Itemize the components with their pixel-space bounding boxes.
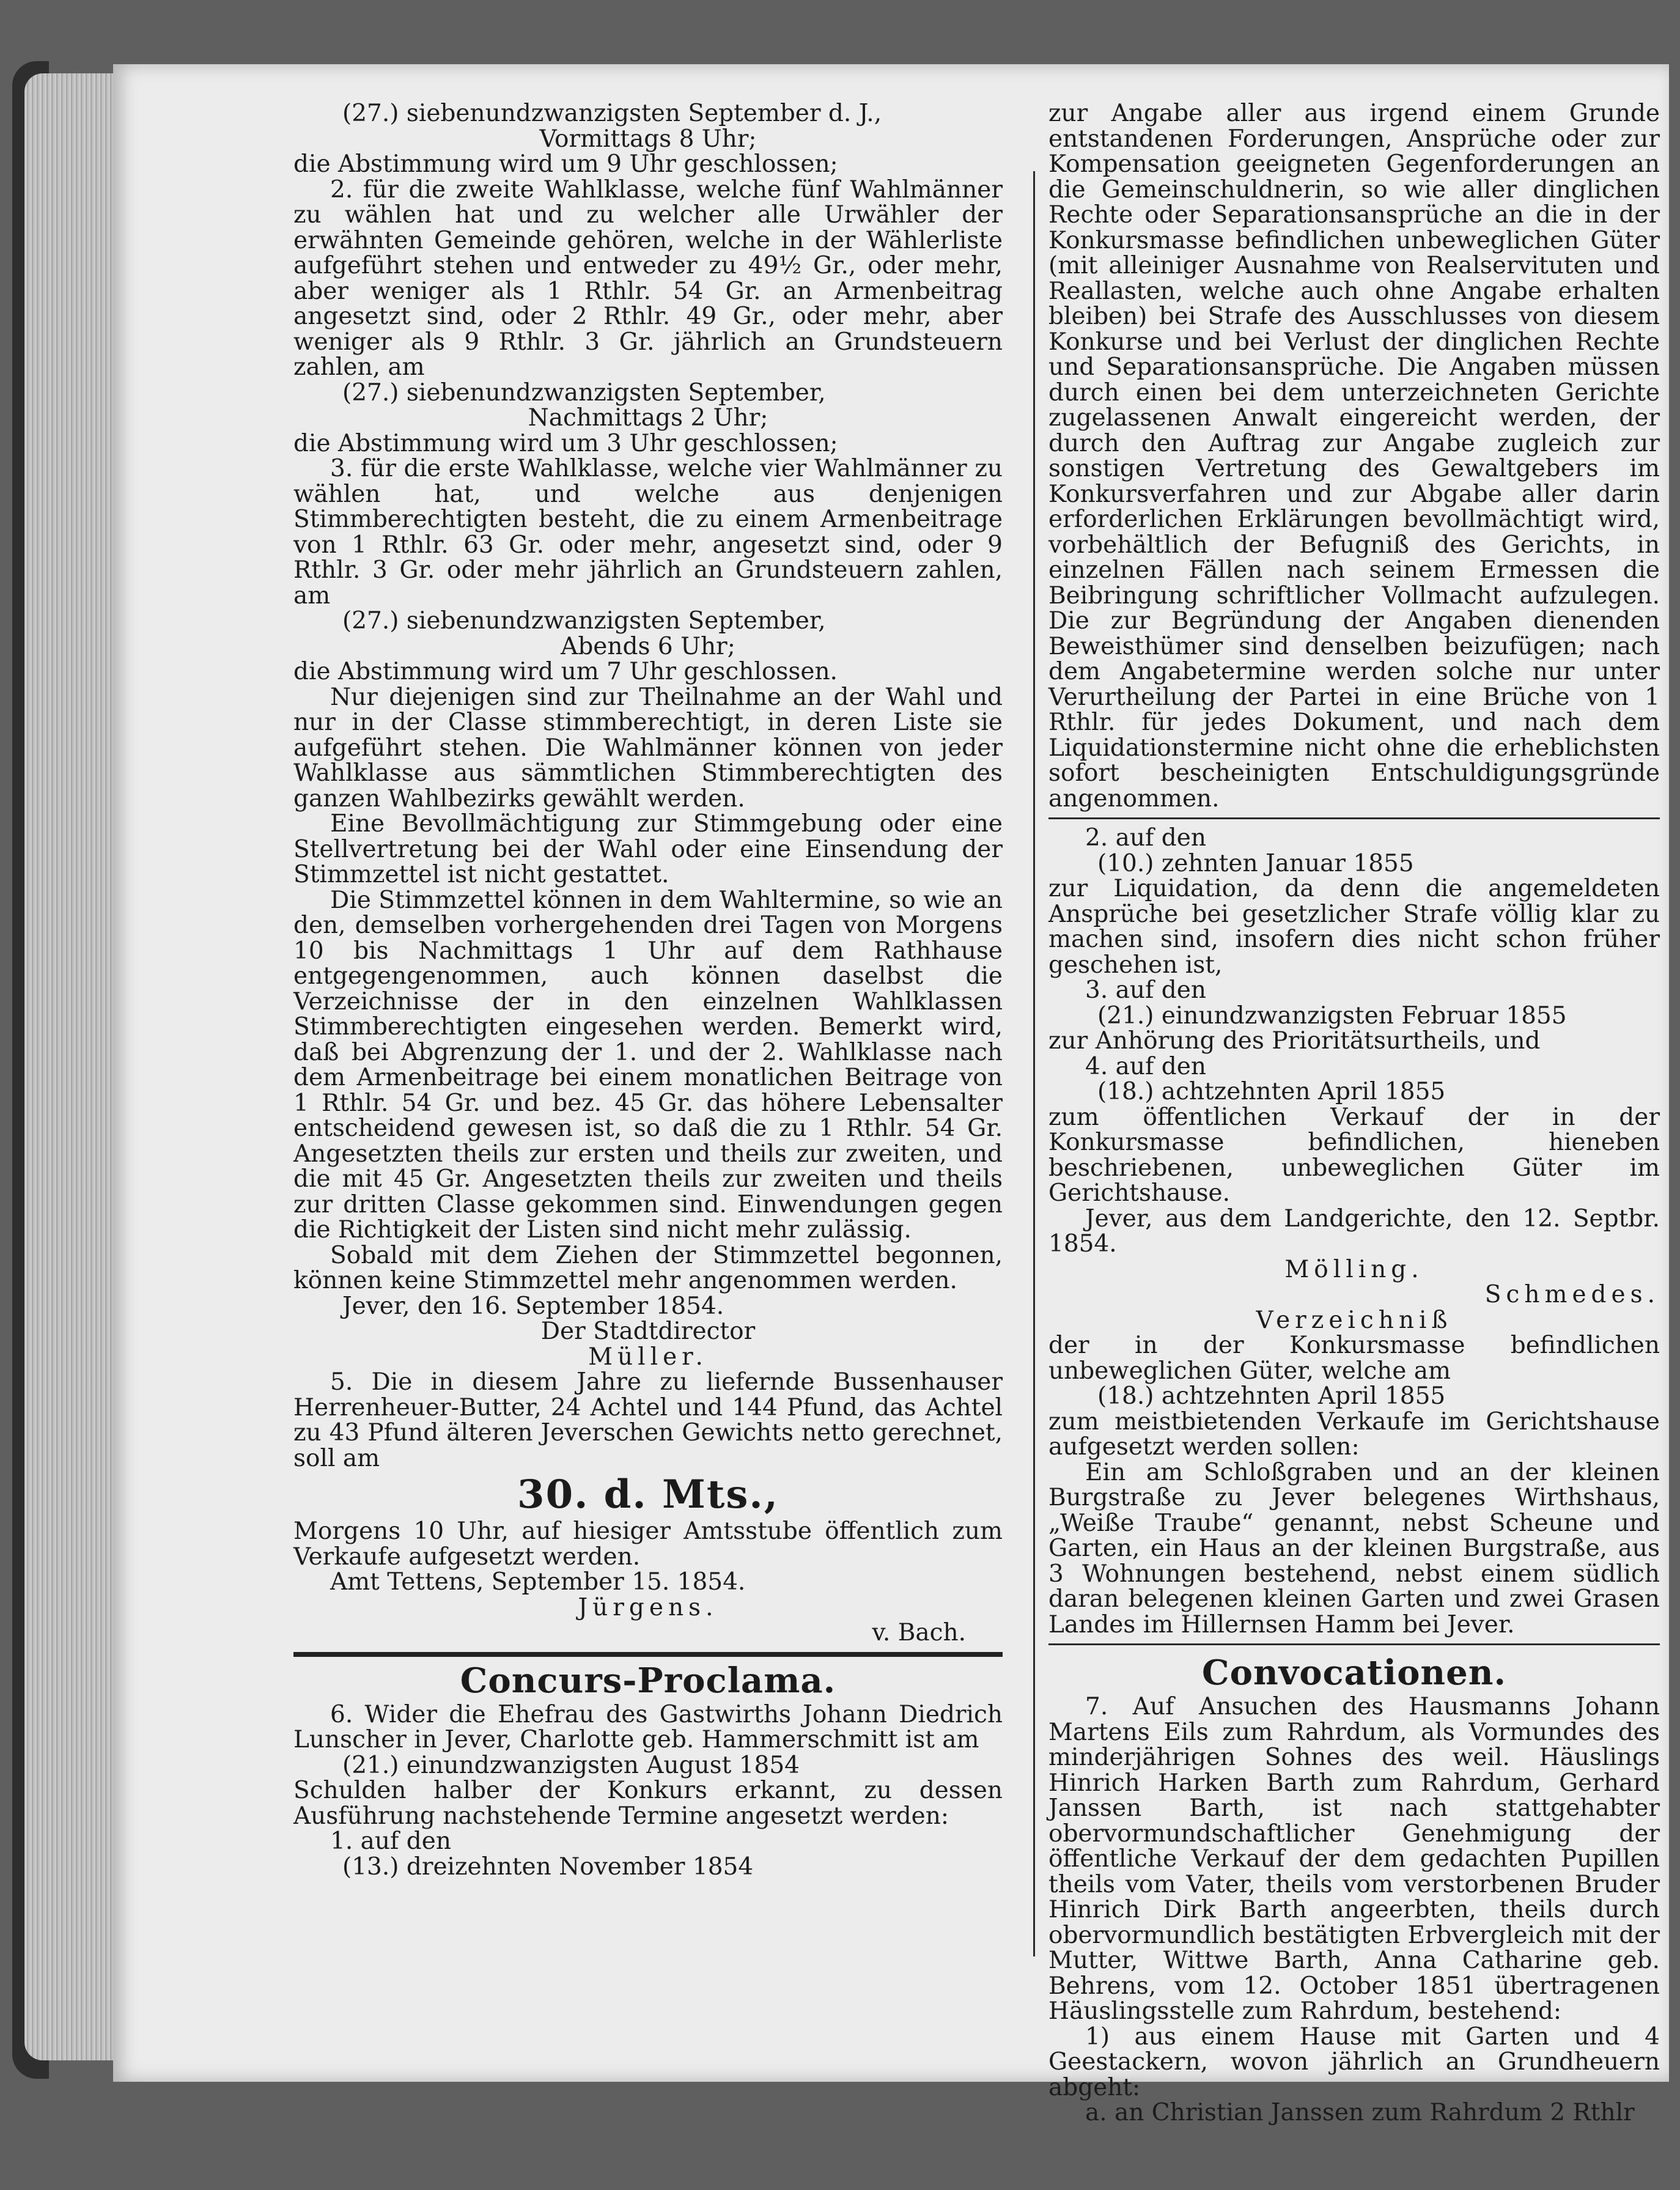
paragraph-list-intro: der in der Konkursmasse befindlichen unbeweglichen Güter, welche am [1048, 1332, 1660, 1385]
date-line: (18.) achtzehnten April 1855 [1097, 1078, 1446, 1105]
signature-place: Amt Tettens, September 15. 1854. [330, 1568, 746, 1596]
signature-name-second: Schmedes. [1484, 1281, 1660, 1308]
closing-line: die Abstimmung wird um 9 Uhr geschlossen; [293, 150, 838, 178]
schedule-item: 4. auf den [1085, 1052, 1206, 1080]
paragraph-list-intro-2: zum meistbietenden Verkaufe im Gerichtshause aufgesetzt werden sollen: [1048, 1407, 1660, 1461]
date-line: (21.) einundzwanzigsten August 1854 [342, 1751, 800, 1779]
closing-line: die Abstimmung wird um 7 Uhr geschlossen. [293, 658, 838, 685]
signature-name: Jürgens. [578, 1593, 718, 1621]
closing-line: die Abstimmung wird um 3 Uhr geschlossen; [293, 429, 838, 457]
paragraph-schedule: Schulden halber der Konkurs erkannt, zu dessen Ausführung nachstehende Termine angesetzt werden: [293, 1777, 1003, 1830]
date-line: (27.) siebenundzwanzigsten September, [342, 607, 826, 635]
section-rule [293, 1652, 1003, 1657]
schedule-item: 3. auf den [1085, 976, 1206, 1004]
right-column [1048, 101, 1660, 2126]
item-rule [1048, 817, 1660, 819]
list-title: Verzeichniß [1256, 1306, 1453, 1334]
signature-place: Jever, aus dem Landgerichte, den 12. Septbr. 1854. [1048, 1204, 1660, 1258]
paragraph-claims: zur Angabe aller aus irgend einem Grunde entstandenen Forderungen, Ansprüche oder zur Kompensation geeigneten Gegenforderungen an die Gemeinschuldnerin, so wie aller dinglichen Rechte oder Separationsansprüche an die in der Konkursmasse befindlichen unbeweglichen Güter (mit alleiniger Ausnahme von Realservituten und Reallasten, welche auch ohne Angabe erhalten bleiben) bei Strafe des Ausschlusses von diesem Konkurse und bei Verlust der dinglichen Rechte und Separationsansprüche. Die Angaben müssen durch einen bei dem unterzeichneten Gerichte zugelassenen Anwalt eingereicht werden, der durch den Auftrag zur Angabe zugleich zur sonstigen Vertretung des Gewaltgebers im Konkursverfahren und zur Abgabe aller darin erforderlichen Erklärungen bevollmächtigt wird, vorbehältlich der Befugniß des Gerichts, in einzelnen Fällen nach seinem Ermessen die Beibringung schriftlicher Vollmacht aufzulegen. Die zur Begründung der Angaben dienenden Beweisthümer sind denselben beizufügen; nach dem Angabetermine werden solche nur unter Verurtheilung der Partei in eine Brüche von 1 Rthlr. für jedes Dokument, und nach dem Liquidationstermine nicht ohne die erheblichsten sofort bescheinigten Entschuldigungsgründe angenommen. [1048, 100, 1660, 813]
time-line: Vormittags 8 Uhr; [539, 125, 757, 153]
paragraph-liquidation: zur Liquidation, da denn die angemeldeten Ansprüche bei gesetzlicher Strafe völlig klar zu machen sind, insofern dies nicht schon früher geschehen ist, [1048, 875, 1660, 979]
time-line: Abends 6 Uhr; [561, 632, 735, 660]
book-page-edges [24, 73, 116, 2060]
sale-date-headline: 30. d. Mts., [517, 1472, 779, 1517]
paragraph-proxy: Eine Bevollmächtigung zur Stimmgebung oder eine Stellvertretung bei der Wahl oder eine Einsendung der Stimmzettel ist nicht gestattet. [293, 810, 1003, 888]
signature-name-second: v. Bach. [872, 1619, 966, 1646]
paragraph-priority: zur Anhörung des Prioritätsurtheils, und [1048, 1027, 1541, 1055]
property-item: 1) aus einem Hause mit Garten und 4 Geestackern, wovon jährlich an Grundheuern abgeht: [1048, 2022, 1660, 2101]
section-heading: Convocationen. [1202, 1653, 1506, 1693]
property-sub-item: a. an Christian Janssen zum Rahrdum 2 Rthlr [1085, 2099, 1635, 2126]
paragraph-convocation: 7. Auf Ansuchen des Hausmanns Johann Martens Eils zum Rahrdum, als Vormundes des minderjährigen Sohnes des weil. Häuslings Hinrich Harken Barth zum Rahrdum, Gerhard Janssen Barth, ist nach stattgehabter obervormundschaftlicher Genehmigung der öffentliche Verkauf der dem gedachten Pupillen theils vom Vater, theils vom verstorbenen Bruder Hinrich Dirk Barth angeerbten, theils durch obervormundlich bestätigten Erbvergleich mit der Mutter, Wittwe Barth, Anna Catharine geb. Behrens, vom 12. October 1851 übertragenen Häuslingsstelle zum Rahrdum, bestehend: [1048, 1693, 1660, 2025]
signature-place: Jever, den 16. September 1854. [342, 1292, 724, 1320]
signature-office: Der Stadtdirector [540, 1318, 756, 1345]
paragraph-first-class: 3. für die erste Wahlklasse, welche vier Wahlmänner zu wählen hat, und welche aus denjenigen Stimmberechtigten besteht, die zu einem Armenbeitrage von 1 Rthlr. 63 Gr. oder mehr, angesetzt sind, oder 9 Rthlr. 3 Gr. oder mehr jährlich an Grundsteuern zahlen, am [293, 455, 1003, 610]
date-line: (13.) dreizehnten November 1854 [342, 1853, 754, 1881]
paragraph-sale-time: Morgens 10 Uhr, auf hiesiger Amtsstube öffentlich zum Verkaufe aufgesetzt werden. [293, 1517, 1003, 1571]
date-line: (10.) zehnten Januar 1855 [1097, 849, 1414, 877]
paragraph-sale: zum öffentlichen Verkauf der in der Konkursmasse befindlichen, hieneben beschriebenen, unbeweglichen Güter im Gerichtshause. [1048, 1103, 1660, 1207]
paragraph-butter-sale: 5. Die in diesem Jahre zu liefernde Bussenhauser Herrenheuer-Butter, 24 Achtel und 144 Pfund, das Achtel zu 43 Pfund älteren Jeverschen Gewichts netto gerechnet, soll am [293, 1368, 1003, 1472]
time-line: Nachmittags 2 Uhr; [528, 404, 768, 432]
paragraph-second-class: 2. für die zweite Wahlklasse, welche fünf Wahlmänner zu wählen hat und zu welcher alle Urwähler der erwähnten Gemeinde gehören, welche in der Wählerliste aufgeführt stehen und entweder zu 49½ Gr., oder mehr, aber weniger als 1 Rthlr. 54 Gr. an Armenbeitrag angesetzt sind, oder 2 Rthlr. 49 Gr., oder mehr, aber weniger als 9 Rthlr. 3 Gr. jährlich an Grundsteuern zahlen, am [293, 175, 1003, 381]
date-line: (18.) achtzehnten April 1855 [1097, 1382, 1446, 1410]
signature-name: Müller. [588, 1343, 708, 1371]
date-line: (27.) siebenundzwanzigsten September, [342, 378, 826, 407]
left-column [293, 101, 1003, 1879]
column-divider [1033, 171, 1035, 1956]
date-line: (21.) einundzwanzigsten Februar 1855 [1097, 1001, 1567, 1030]
section-rule [1048, 1643, 1660, 1645]
paragraph-eligibility: Nur diejenigen sind zur Theilnahme an der Wahl und nur in der Classe stimmberechtigt, in deren Liste sie aufgeführt stehen. Die Wahlmänner können von jeder Wahlklasse aus sämmtlichen Stimmberechtigten des ganzen Wahlbezirks gewählt werden. [293, 683, 1003, 813]
date-line: (27.) siebenundzwanzigsten September d. J., [342, 100, 882, 127]
paragraph-ballots: Die Stimmzettel können in dem Wahltermine, so wie an den, demselben vorhergehenden drei Tagen von Morgens 10 bis Nachmittags 1 Uhr auf dem Rathhause entgegengenommen, auch können daselbst die Verzeichnisse der in den einzelnen Wahlklassen Stimmberechtigten eingesehen werden. Bemerkt wird, daß bei Abgrenzung der 1. und der 2. Wahlklasse nach dem Armenbeitrage bei einem monatlichen Beitrage von 1 Rthlr. 54 Gr. und bez. 45 Gr. das höhere Lebensalter entscheidend gewesen ist, so daß die zu 1 Rthlr. 54 Gr. Angesetzten theils zur ersten und theils zur zweiten, und die mit 45 Gr. Angesetzten theils zur zweiten und theils zur dritten Classe gekommen sind. Einwendungen gegen die Richtigkeit der Listen sind nicht mehr zulässig. [293, 886, 1003, 1244]
paragraph-concurs: 6. Wider die Ehefrau des Gastwirths Johann Diedrich Lunscher in Jever, Charlotte geb. Hammerschmitt ist am [293, 1700, 1003, 1753]
signature-name: Mölling. [1284, 1255, 1424, 1283]
section-heading: Concurs-Proclama. [460, 1660, 836, 1701]
schedule-item: 1. auf den [330, 1827, 451, 1855]
schedule-item: 2. auf den [1085, 824, 1206, 852]
property-description: Ein am Schloßgraben und an der kleinen Burgstraße zu Jever belegenes Wirthshaus, „Weiße Traube“ genannt, nebst Scheune und Garten, ein Haus an der kleinen Burgstraße, aus 3 Wohnungen bestehend, nebst einem südlich daran belegenen kleinen Garten und zwei Grasen Landes im Hillernsen Hamm bei Jever. [1048, 1458, 1660, 1639]
paragraph-drawing: Sobald mit dem Ziehen der Stimmzettel begonnen, können keine Stimmzettel mehr angenommen werden. [293, 1241, 1003, 1294]
